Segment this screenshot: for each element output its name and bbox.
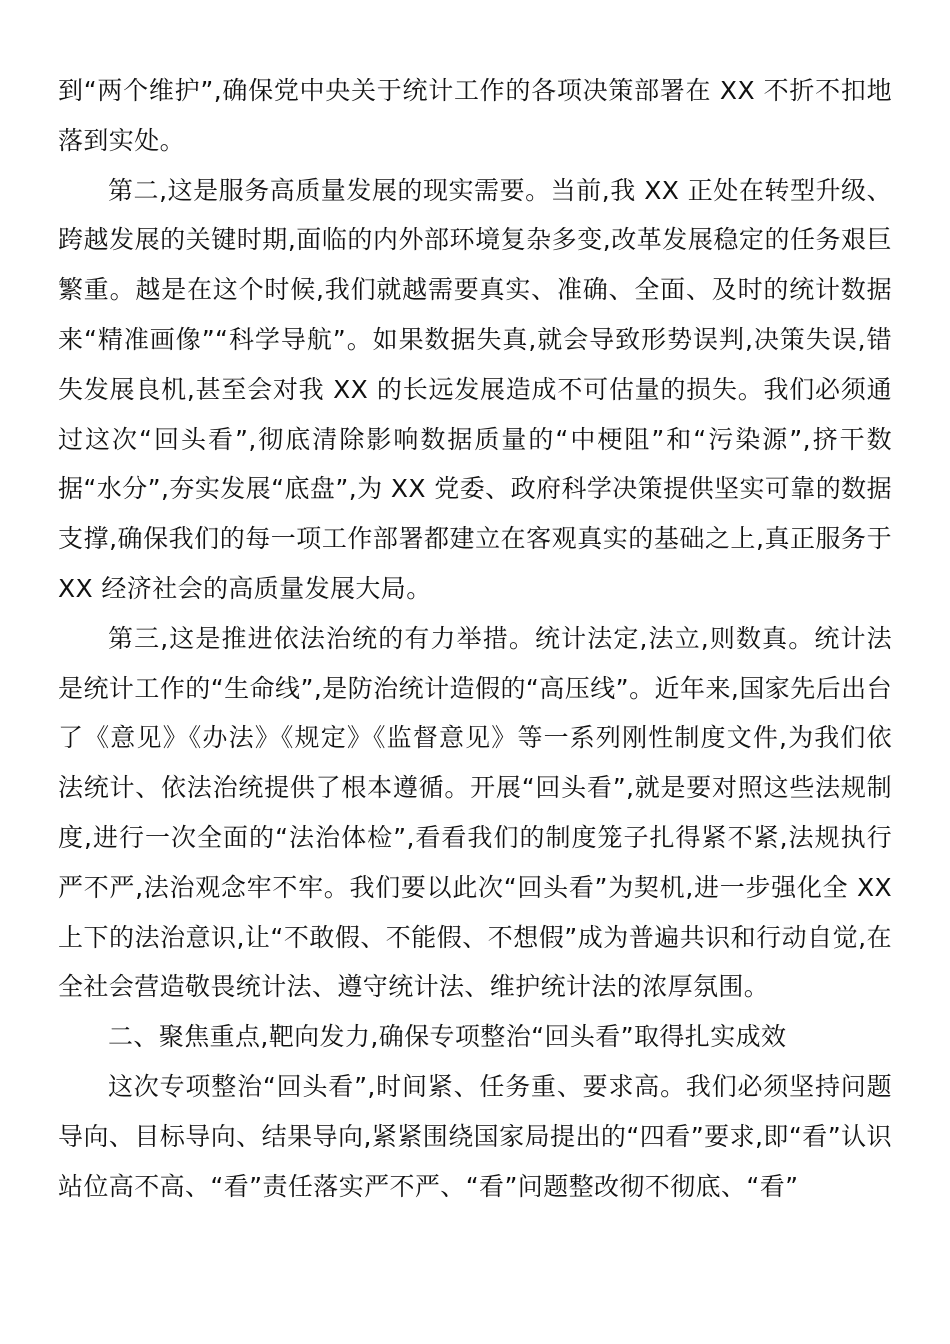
- paragraph-continuation: 到“两个维护”,确保党中央关于统计工作的各项决策部署在 XX 不折不扣地落到实处。: [58, 76, 892, 155]
- paragraph-second-point: 第二,这是服务高质量发展的现实需要。当前,我 XX 正处在转型升级、跨越发展的关键时期,面临的内外部环境复杂多变,改革发展稳定的任务艰巨繁重。越是在这个时候,我们就越需要真实、准确、全面、及时的统计数据来“精准画像”“科学导航”。如果数据失真,就会导致形势误判,决策失误,错失发展良机,甚至会对我 XX 的长远发展造成不可估量的损失。我们必须通过这次“回头看”,彻底清除影响数据质量的“中梗阻”和“污染源”,挤干数据“水分”,夯实发展“底盘”,为 XX 党委、政府科学决策提供坚实可靠的数据支撑,确保我们的每一项工作部署都建立在客观真实的基础之上,真正服务于XX 经济社会的高质量发展大局。: [58, 175, 892, 603]
- paragraph-section-two-intro: 这次专项整治“回头看”,时间紧、任务重、要求高。我们必须坚持问题导向、目标导向、结果导向,紧紧围绕国家局提出的“四看”要求,即“看”认识站位高不高、“看”责任落实严不严、“看”问题整改彻不彻底、“看”: [58, 1071, 892, 1201]
- document-body: [58, 66, 892, 1211]
- section-heading-two: 二、聚焦重点,靶向发力,确保专项整治“回头看”取得扎实成效: [108, 1022, 787, 1052]
- paragraph-third-point: 第三,这是推进依法治统的有力举措。统计法定,法立,则数真。统计法是统计工作的“生命线”,是防治统计造假的“高压线”。近年来,国家先后出台了《意见》《办法》《规定》《监督意见》等一系列刚性制度文件,为我们依法统计、依法治统提供了根本遵循。开展“回头看”,就是要对照这些法规制度,进行一次全面的“法治体检”,看看我们的制度笼子扎得紧不紧,法规执行严不严,法治观念牢不牢。我们要以此次“回头看”为契机,进一步强化全 XX 上下的法治意识,让“不敢假、不能假、不想假”成为普遍共识和行动自觉,在全社会营造敬畏统计法、遵守统计法、维护统计法的浓厚氛围。: [58, 623, 892, 1002]
